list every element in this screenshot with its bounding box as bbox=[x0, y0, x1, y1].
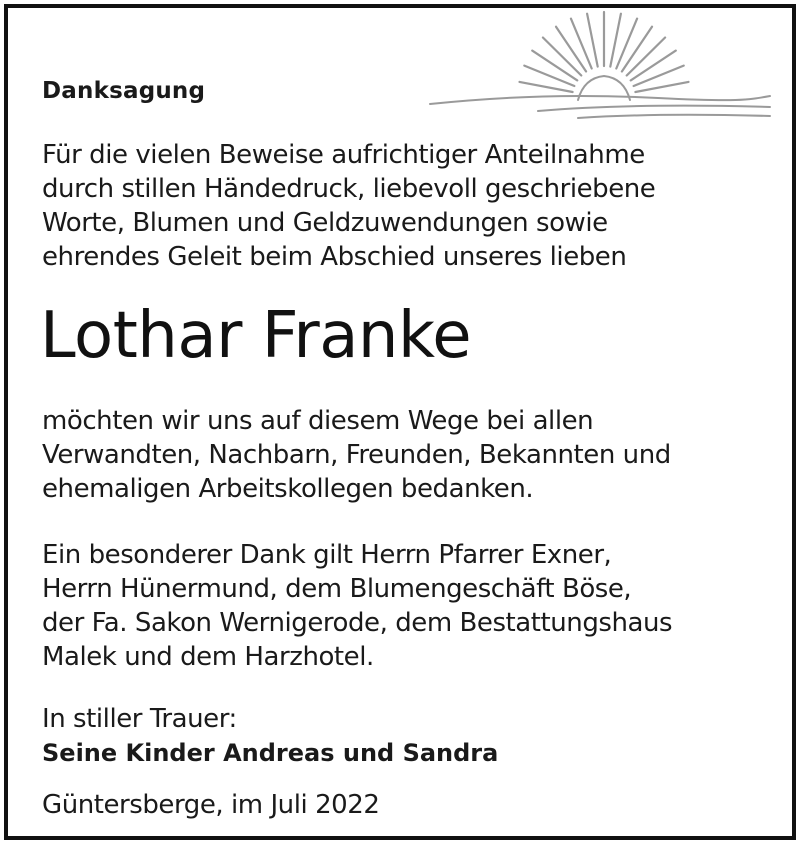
sun-ray bbox=[520, 82, 573, 92]
special-thanks-paragraph bbox=[42, 538, 672, 674]
notice-heading: Danksagung bbox=[42, 78, 206, 104]
special-thanks-line: Herrn Hünermund, dem Blumengeschäft Böse, bbox=[42, 574, 632, 604]
intro-line: Worte, Blumen und Geldzuwendungen sowie bbox=[42, 208, 608, 238]
deceased-name: Lothar Franke bbox=[40, 299, 472, 373]
mourning-label: In stiller Trauer: bbox=[42, 704, 237, 734]
sun-ray bbox=[524, 66, 574, 86]
thanks-line: möchten wir uns auf diesem Wege bei allen bbox=[42, 406, 594, 436]
thanks-line: ehemaligen Arbeitskollegen bedanken. bbox=[42, 474, 534, 504]
rising-sun-icon bbox=[428, 8, 772, 126]
special-thanks-line: Ein besonderer Dank gilt Herrn Pfarrer Exner, bbox=[42, 540, 612, 570]
special-thanks-line: Malek und dem Harzhotel. bbox=[42, 642, 374, 672]
signers: Seine Kinder Andreas und Sandra bbox=[42, 739, 499, 767]
intro-line: ehrendes Geleit beim Abschied unseres lieben bbox=[42, 242, 627, 272]
intro-paragraph bbox=[42, 138, 655, 274]
intro-line: Für die vielen Beweise aufrichtiger Anteilnahme bbox=[42, 140, 645, 170]
thanks-paragraph bbox=[42, 404, 671, 506]
sun-ray bbox=[635, 82, 688, 92]
place-date: Güntersberge, im Juli 2022 bbox=[42, 790, 380, 820]
intro-line: durch stillen Händedruck, liebevoll geschriebene bbox=[42, 174, 656, 204]
special-thanks-line: der Fa. Sakon Wernigerode, dem Bestattungshaus bbox=[42, 608, 673, 638]
sun-ray bbox=[634, 66, 684, 86]
thanks-line: Verwandten, Nachbarn, Freunden, Bekannten und bbox=[42, 440, 671, 470]
